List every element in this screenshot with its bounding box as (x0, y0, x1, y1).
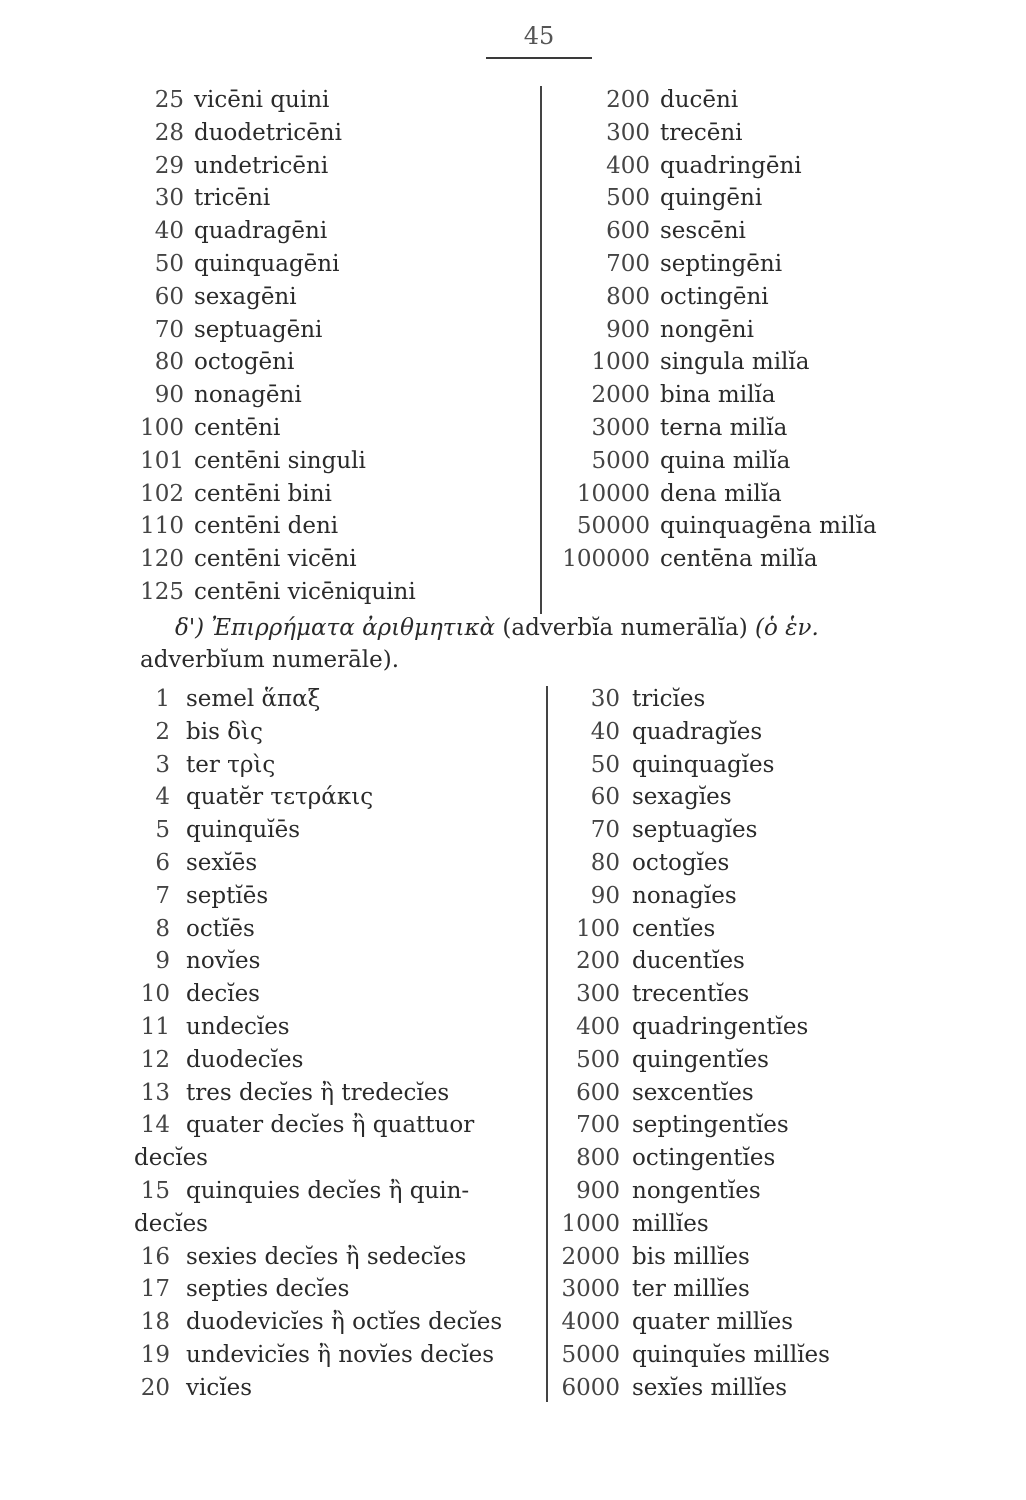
numeral-word: quinquĭēs (186, 817, 301, 844)
numeral-number: 40 (154, 218, 184, 245)
numeral-number: 500 (606, 185, 650, 212)
numeral-word: undetricēni (194, 152, 329, 179)
numeral-number: 13 (140, 1079, 170, 1106)
numeral-number: 60 (590, 784, 620, 811)
numeral-number: 30 (154, 185, 184, 212)
numeral-row (118, 913, 502, 946)
numeral-row-continuation (118, 1208, 502, 1241)
numeral-word: ducēni (660, 87, 739, 113)
numeral-word: quinquies decĭes ἢ quin- (186, 1177, 470, 1204)
numeral-word: bis δὶς (186, 718, 263, 745)
numeral-word: sexcentĭes (632, 1079, 754, 1106)
numeral-word: duodecĭes (186, 1046, 304, 1073)
numeral-number: 14 (140, 1112, 170, 1139)
numeral-number: 29 (154, 152, 184, 179)
numeral-number: 2000 (591, 382, 650, 409)
numeral-number: 19 (140, 1341, 170, 1368)
numeral-row (130, 150, 416, 183)
numeral-number: 6 (155, 849, 170, 876)
numeral-word: sexagēni (194, 283, 297, 310)
numeral-number: 17 (140, 1276, 170, 1303)
numeral-row (118, 781, 502, 814)
numeral-word: trecēni (660, 119, 743, 146)
numeral-row (548, 314, 877, 347)
numeral-row (118, 749, 502, 782)
numeral-word: centēni bini (194, 480, 332, 507)
numeral-row (550, 1339, 830, 1372)
numeral-number: 90 (154, 382, 184, 409)
distributives-left-column (130, 84, 416, 609)
numeral-word: centēni vicēniquini (194, 578, 416, 605)
numeral-number: 60 (154, 283, 184, 310)
numeral-row (118, 1273, 502, 1306)
heading-abbreviation: (ὁ ἑν. (754, 615, 819, 641)
numeral-row (550, 1241, 830, 1274)
numeral-word: quingentĭes (632, 1046, 769, 1073)
numeral-number: 10 (140, 981, 170, 1008)
numeral-word: centēni deni (194, 513, 339, 540)
numeral-row (118, 1241, 502, 1274)
numeral-number: 100000 (562, 546, 650, 573)
numeral-word: septuagēni (194, 316, 323, 343)
numeral-row (130, 412, 416, 445)
numeral-row (550, 749, 830, 782)
numeral-word: quinquagēna milĭa (660, 513, 877, 540)
numeral-number: 110 (140, 513, 184, 540)
numeral-row (118, 1372, 502, 1405)
numeral-row (130, 117, 416, 150)
numeral-number: 80 (590, 849, 620, 876)
numeral-row (130, 510, 416, 543)
numeral-word: quingēni (660, 185, 763, 212)
numeral-number: 101 (140, 447, 184, 474)
numeral-word: septingēni (660, 250, 783, 277)
numeral-row (548, 445, 877, 478)
numeral-word: vicēni quini (194, 87, 330, 113)
numeral-number: 80 (154, 349, 184, 376)
numeral-word: septingentĭes (632, 1112, 789, 1139)
numeral-word: tricĭes (632, 686, 706, 712)
numeral-word: octogĭes (632, 849, 730, 876)
distributives-right-column (548, 84, 877, 576)
numeral-row (130, 576, 416, 609)
numeral-word: nongentĭes (632, 1177, 761, 1204)
numeral-number: 900 (576, 1177, 620, 1204)
numeral-number: 90 (590, 882, 620, 909)
numeral-word: centēni singuli (194, 447, 366, 474)
numeral-row (548, 346, 877, 379)
numeral-row (548, 84, 877, 117)
numeral-word: octogēni (194, 349, 295, 376)
numeral-number: 200 (576, 948, 620, 975)
adverbs-right-column (550, 683, 830, 1405)
numeral-row (550, 683, 830, 716)
numeral-word: quinquĭes millĭes (632, 1341, 830, 1368)
numeral-word: quadragēni (194, 218, 328, 245)
numeral-row (130, 281, 416, 314)
column-divider-top (540, 86, 542, 614)
numeral-row (550, 880, 830, 913)
numeral-number: 40 (590, 718, 620, 745)
numeral-word: ter millĭes (632, 1276, 750, 1303)
page-number: 45 (523, 22, 555, 50)
numeral-number: 11 (140, 1013, 170, 1040)
numeral-number: 700 (576, 1112, 620, 1139)
numeral-row (550, 1109, 830, 1142)
numeral-number: 50 (590, 751, 620, 778)
numeral-number: 400 (606, 152, 650, 179)
numeral-row (550, 716, 830, 749)
numeral-row (550, 1175, 830, 1208)
numeral-number: 4 (155, 784, 170, 811)
numeral-word: centēni vicēni (194, 546, 357, 573)
numeral-word: tricēni (194, 185, 271, 212)
numeral-word-continuation: decĭes (134, 1145, 208, 1172)
numeral-word: quinquagēni (194, 250, 340, 277)
numeral-row (550, 1077, 830, 1110)
numeral-number: 8 (155, 915, 170, 942)
numeral-word: singula milĭa (660, 349, 810, 376)
heading-singular-form: adverbĭum numerāle). (140, 647, 400, 673)
numeral-number: 200 (606, 87, 650, 113)
numeral-number: 3 (155, 751, 170, 778)
numeral-word-continuation: decĭes (134, 1210, 208, 1237)
numeral-word: quater millĭes (632, 1309, 794, 1336)
section-heading (140, 612, 940, 676)
numeral-word: quadringentĭes (632, 1013, 809, 1040)
numeral-row (548, 478, 877, 511)
numeral-word: quadragĭes (632, 718, 763, 745)
numeral-row (118, 847, 502, 880)
numeral-word: bina milĭa (660, 382, 776, 409)
numeral-row (118, 1109, 502, 1142)
numeral-word: sexĭēs (186, 849, 258, 876)
numeral-row (550, 1044, 830, 1077)
numeral-word: quatĕr τετράκις (186, 784, 374, 811)
numeral-row (550, 1372, 830, 1405)
numeral-number: 6000 (561, 1374, 620, 1401)
numeral-number: 3000 (561, 1276, 620, 1303)
numeral-row (550, 1011, 830, 1044)
numeral-word: septies decĭes (186, 1276, 350, 1303)
numeral-number: 1000 (591, 349, 650, 376)
heading-greek-label: δ') Ἐπιρρήματα ἀριθμητικὰ (175, 615, 496, 641)
numeral-word: sexĭes millĭes (632, 1374, 788, 1401)
numeral-word: quina milĭa (660, 447, 791, 474)
numeral-row (130, 478, 416, 511)
numeral-row (130, 314, 416, 347)
numeral-row (550, 1142, 830, 1175)
numeral-number: 18 (140, 1309, 170, 1336)
numeral-row (548, 510, 877, 543)
numeral-row (548, 150, 877, 183)
numeral-word: nonagēni (194, 382, 302, 409)
numeral-word: nongēni (660, 316, 754, 343)
numeral-row (550, 847, 830, 880)
numeral-number: 5 (155, 817, 170, 844)
numeral-word: octingēni (660, 283, 769, 310)
numeral-number: 300 (576, 981, 620, 1008)
numeral-word: semel ἅπαξ (186, 686, 321, 712)
numeral-number: 28 (154, 119, 184, 146)
numeral-row (118, 1339, 502, 1372)
numeral-word: quadringēni (660, 152, 802, 179)
numeral-word: duodevicĭes ἢ octĭes decĭes (186, 1309, 503, 1336)
numeral-word: sexagĭes (632, 784, 732, 811)
numeral-word: vicĭes (186, 1374, 253, 1401)
numeral-number: 600 (606, 218, 650, 245)
numeral-word: sescēni (660, 218, 746, 245)
numeral-word: septĭēs (186, 882, 269, 909)
numeral-number: 600 (576, 1079, 620, 1106)
numeral-row (130, 84, 416, 117)
numeral-number: 100 (140, 414, 184, 441)
numeral-number: 10000 (576, 480, 650, 507)
numeral-word: novĭes (186, 948, 261, 975)
numeral-row (550, 814, 830, 847)
numeral-row (548, 215, 877, 248)
numeral-row (548, 412, 877, 445)
numeral-row (130, 543, 416, 576)
numeral-number: 300 (606, 119, 650, 146)
numeral-word: dena milĭa (660, 480, 782, 507)
numeral-word: decĭes (186, 981, 260, 1008)
numeral-row (118, 814, 502, 847)
numeral-number: 900 (606, 316, 650, 343)
heading-latin-label: (adverbĭa numerālĭa) (502, 615, 748, 641)
numeral-word: duodetricēni (194, 119, 342, 146)
numeral-row (130, 379, 416, 412)
numeral-number: 800 (606, 283, 650, 310)
numeral-row (548, 117, 877, 150)
numeral-number: 25 (154, 87, 184, 113)
numeral-row (130, 346, 416, 379)
page-number-rule (486, 57, 592, 59)
numeral-number: 102 (140, 480, 184, 507)
numeral-word: ducentĭes (632, 948, 745, 975)
numeral-number: 70 (590, 817, 620, 844)
numeral-word: quinquagĭes (632, 751, 775, 778)
numeral-row (118, 880, 502, 913)
numeral-word: centĭes (632, 915, 716, 942)
numeral-word: undecĭes (186, 1013, 290, 1040)
numeral-row (118, 1077, 502, 1110)
numeral-word: sexies decĭes ἢ sedecĭes (186, 1243, 467, 1270)
numeral-number: 12 (140, 1046, 170, 1073)
numeral-row (550, 781, 830, 814)
numeral-word: centēna milĭa (660, 546, 818, 573)
numeral-number: 16 (140, 1243, 170, 1270)
numeral-word: centēni (194, 414, 281, 441)
numeral-word: undevicĭes ἢ novĭes decĭes (186, 1341, 495, 1368)
numeral-number: 15 (140, 1177, 170, 1204)
numeral-word: ter τρὶς (186, 751, 276, 778)
numeral-number: 400 (576, 1013, 620, 1040)
numeral-row (550, 978, 830, 1011)
numeral-row (118, 683, 502, 716)
numeral-word: terna milĭa (660, 414, 788, 441)
numeral-number: 500 (576, 1046, 620, 1073)
numeral-word: octĭēs (186, 915, 255, 942)
numeral-number: 50000 (576, 513, 650, 540)
numeral-number: 30 (590, 686, 620, 712)
numeral-number: 5000 (591, 447, 650, 474)
numeral-word: bis millĭes (632, 1243, 750, 1270)
numeral-row (130, 215, 416, 248)
numeral-number: 20 (140, 1374, 170, 1401)
numeral-word: nonagĭes (632, 882, 737, 909)
numeral-row (118, 716, 502, 749)
numeral-row (118, 1044, 502, 1077)
numeral-number: 50 (154, 250, 184, 277)
column-divider-bottom (546, 686, 548, 1402)
numeral-number: 70 (154, 316, 184, 343)
numeral-number: 125 (140, 578, 184, 605)
numeral-row (118, 1175, 502, 1208)
numeral-row-continuation (118, 1142, 502, 1175)
numeral-row (130, 182, 416, 215)
numeral-row (550, 1306, 830, 1339)
numeral-number: 2 (155, 718, 170, 745)
numeral-row (550, 1208, 830, 1241)
numeral-number: 9 (155, 948, 170, 975)
numeral-number: 2000 (561, 1243, 620, 1270)
numeral-row (118, 945, 502, 978)
numeral-row (548, 379, 877, 412)
numeral-row (548, 281, 877, 314)
numeral-row (550, 945, 830, 978)
numeral-row (550, 1273, 830, 1306)
numeral-row (550, 913, 830, 946)
adverbs-left-column (118, 683, 502, 1405)
numeral-row (130, 445, 416, 478)
numeral-word: trecentĭes (632, 981, 750, 1008)
numeral-row (548, 182, 877, 215)
numeral-number: 100 (576, 915, 620, 942)
numeral-row (548, 543, 877, 576)
numeral-number: 1 (155, 686, 170, 712)
numeral-number: 4000 (561, 1309, 620, 1336)
numeral-number: 1000 (561, 1210, 620, 1237)
numeral-row (130, 248, 416, 281)
numeral-number: 700 (606, 250, 650, 277)
numeral-number: 3000 (591, 414, 650, 441)
numeral-word: quater decĭes ἢ quattuor (186, 1112, 475, 1139)
numeral-row (118, 1306, 502, 1339)
numeral-row (118, 978, 502, 1011)
numeral-word: septuagĭes (632, 817, 758, 844)
numeral-number: 120 (140, 546, 184, 573)
numeral-number: 800 (576, 1145, 620, 1172)
numeral-word: octingentĭes (632, 1145, 776, 1172)
numeral-word: millĭes (632, 1210, 709, 1237)
numeral-number: 7 (155, 882, 170, 909)
numeral-row (118, 1011, 502, 1044)
numeral-row (548, 248, 877, 281)
numeral-word: tres decĭes ἢ tredecĭes (186, 1079, 450, 1106)
numeral-number: 5000 (561, 1341, 620, 1368)
